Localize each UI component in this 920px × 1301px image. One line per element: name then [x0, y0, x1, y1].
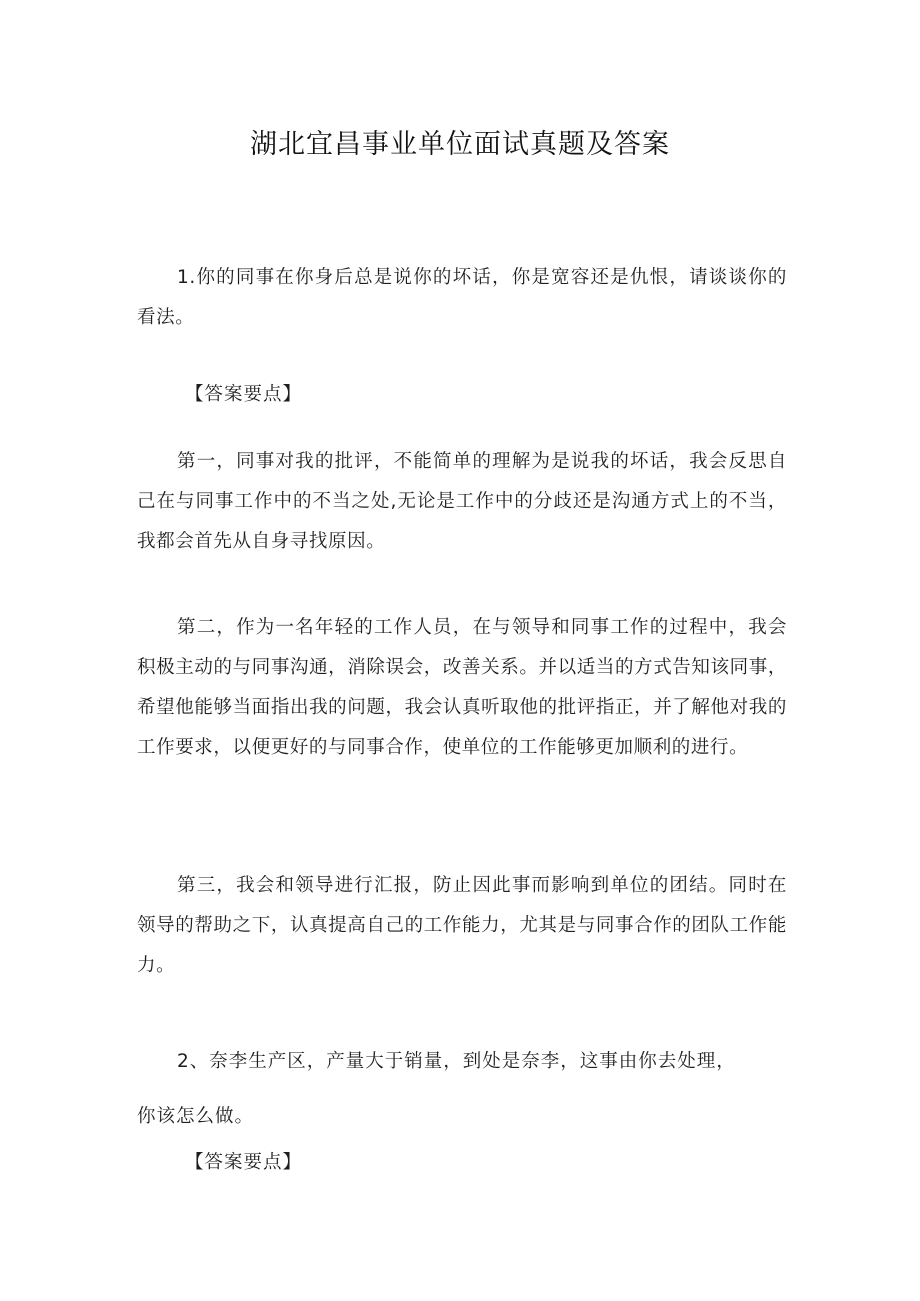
document-title: 湖北宜昌事业单位面试真题及答案: [250, 129, 670, 160]
question-1: 1.你的同事在你身后总是说你的坏话，你是宽容还是仇恨，请谈谈你的看法。: [137, 267, 787, 328]
answer-label-1: 【答案要点】: [185, 384, 303, 405]
answer-point-2: 第二，作为一名年轻的工作人员，在与领导和同事工作的过程中，我会积极主动的与同事沟通，消除误会，改善关系。并以适当的方式告知该同事，希望他能够当面指出我的问题，我会认真听取他的批评指正，并了解他对我的工作要求，以便更好的与同事合作，使单位的工作能够更加顺利的进行。: [137, 617, 787, 758]
answer-label-2: 【答案要点】: [185, 1152, 303, 1173]
question-2-line-1: 2、奈李生产区，产量大于销量，到处是奈李，这事由你去处理，: [177, 1051, 736, 1072]
answer-point-1: 第一，同事对我的批评，不能简单的理解为是说我的坏话，我会反思自己在与同事工作中的不当之处,无论是工作中的分歧还是沟通方式上的不当，我都会首先从自身寻找原因。: [137, 451, 787, 552]
answer-point-3: 第三，我会和领导进行汇报，防止因此事而影响到单位的团结。同时在领导的帮助之下，认真提高自己的工作能力，尤其是与同事合作的团队工作能力。: [137, 875, 787, 976]
question-2-line-2: 你该怎么做。: [137, 1106, 255, 1127]
